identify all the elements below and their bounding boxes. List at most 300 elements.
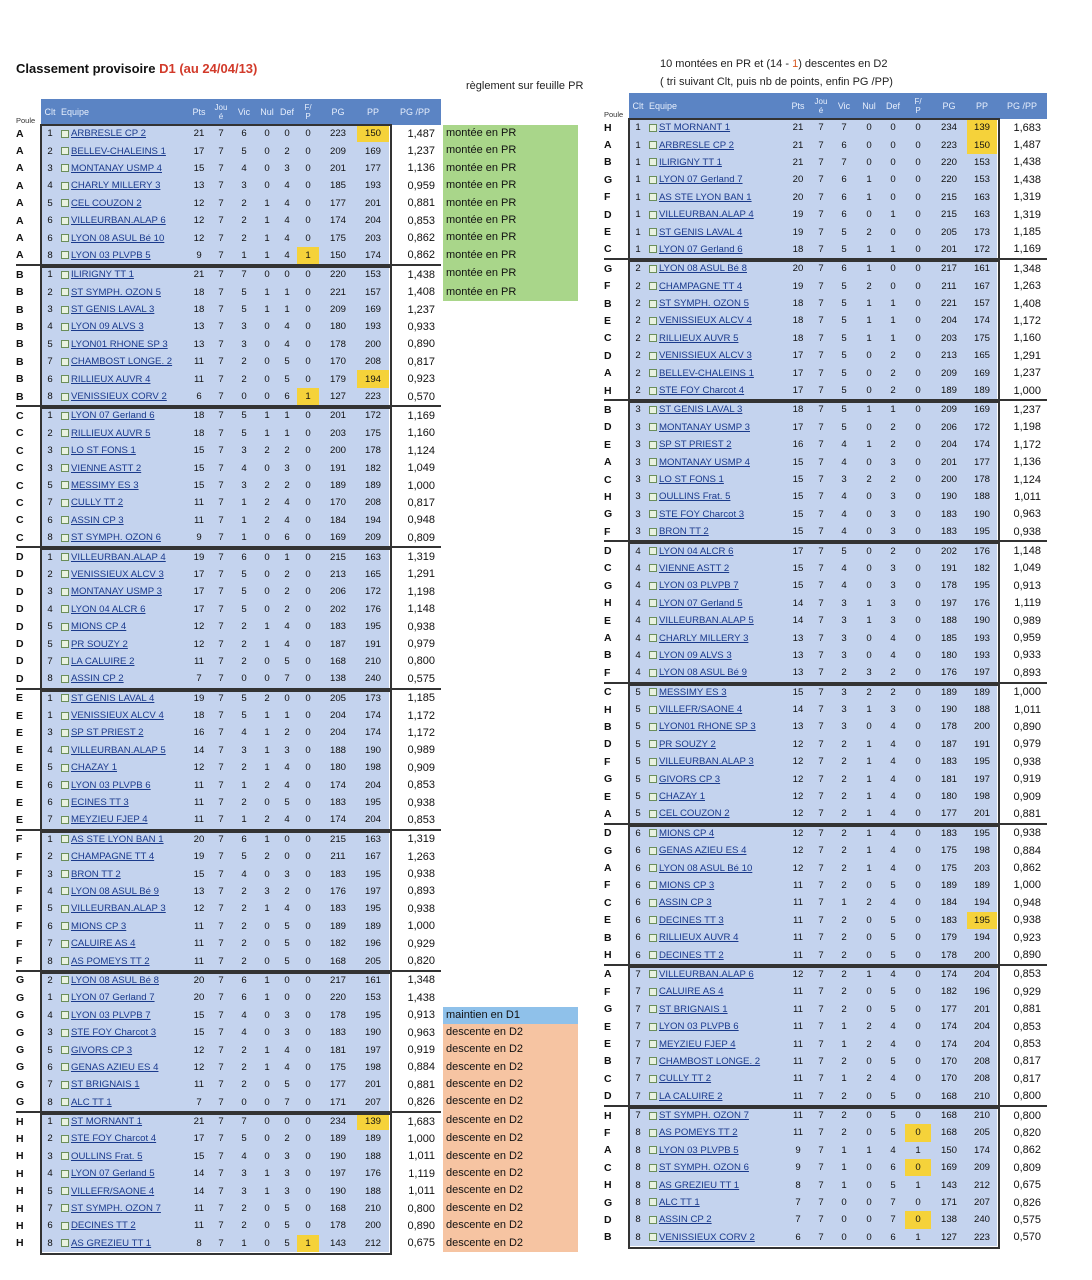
- team-link[interactable]: LYON 08 ASUL Bé 8: [71, 974, 159, 986]
- joue-cell: 7: [211, 477, 231, 494]
- team-link[interactable]: ILIRIGNY TT 1: [659, 156, 722, 168]
- ffp-cell: 0: [297, 1130, 319, 1147]
- team-link[interactable]: RILLIEUX AUVR 4: [659, 932, 739, 944]
- team-link[interactable]: GIVORS CP 3: [659, 773, 721, 785]
- team-cell: [647, 701, 785, 718]
- team-link[interactable]: MIONS CP 4: [659, 827, 715, 839]
- pts-cell: 11: [785, 912, 811, 929]
- team-link-icon: [649, 423, 657, 431]
- team-link[interactable]: AS POMEYS TT 2: [659, 1127, 738, 1139]
- def-cell: 3: [277, 1024, 297, 1041]
- def-cell: 4: [277, 212, 297, 229]
- team-link[interactable]: LYON 09 ALVS 3: [71, 321, 144, 333]
- pp-cell: 200: [357, 336, 389, 353]
- team-link[interactable]: MONTANAY USMP 3: [659, 421, 750, 433]
- pts-cell: 20: [187, 971, 211, 989]
- pts-header: Pts: [785, 93, 811, 119]
- table-row: [604, 647, 1047, 664]
- pp-cell: 163: [967, 206, 997, 223]
- team-link[interactable]: OULLINS Frat. 5: [71, 1150, 143, 1162]
- nul-cell: 2: [257, 848, 277, 865]
- team-link[interactable]: LYON 07 Gerland 7: [659, 174, 743, 186]
- team-link[interactable]: MIONS CP 3: [659, 879, 715, 891]
- ratio-cell: 0,881: [389, 1076, 441, 1093]
- ffp-cell: 0: [297, 583, 319, 600]
- joue-cell: 7: [811, 223, 831, 240]
- team-link[interactable]: CULLY TT 2: [659, 1073, 712, 1085]
- joue-cell: 7: [811, 347, 831, 364]
- team-link[interactable]: GENAS AZIEU ES 4: [659, 845, 747, 857]
- def-cell: 3: [277, 1148, 297, 1165]
- status-label: montée en PR: [446, 231, 517, 244]
- team-link[interactable]: VILLEURBAN.ALAP 3: [659, 756, 754, 768]
- nul-cell: 0: [857, 154, 881, 171]
- def-cell: 4: [277, 247, 297, 265]
- team-link[interactable]: CULLY TT 2: [71, 497, 124, 509]
- team-link-icon: [61, 499, 69, 507]
- team-link[interactable]: CHAZAY 1: [659, 791, 706, 803]
- ffp-cell: 0: [297, 547, 319, 565]
- pts-cell: 7: [785, 1194, 811, 1211]
- team-link[interactable]: MONTANAY USMP 4: [71, 162, 162, 174]
- joue-cell: 7: [811, 400, 831, 418]
- team-link-icon: [61, 288, 69, 296]
- team-link[interactable]: STE FOY Charcot 4: [71, 1133, 157, 1145]
- vic-cell: 3: [831, 647, 857, 664]
- pg-cell: 211: [319, 848, 357, 865]
- ffp-cell: 0: [905, 488, 931, 505]
- team-link[interactable]: VILLEURBAN.ALAP 6: [71, 215, 166, 227]
- team-link[interactable]: LYON 03 PLVPB 7: [71, 1009, 151, 1021]
- team-cell: [647, 577, 785, 594]
- def-cell: 5: [277, 918, 297, 935]
- team-link[interactable]: LO ST FONS 1: [71, 445, 136, 457]
- pts-cell: 11: [187, 952, 211, 970]
- pg-cell: 178: [931, 946, 967, 964]
- ffp-cell: 0: [905, 1035, 931, 1052]
- joue-cell: 7: [211, 918, 231, 935]
- joue-cell: 7: [811, 382, 831, 400]
- ratio-cell: 0,948: [997, 894, 1047, 911]
- team-link[interactable]: VILLEURBAN.ALAP 6: [659, 968, 754, 980]
- team-link[interactable]: LA CALUIRE 2: [659, 1090, 723, 1102]
- ffp-cell: 0: [297, 284, 319, 301]
- team-link[interactable]: AS GREZIEU TT 1: [71, 1237, 152, 1249]
- vic-cell: 5: [831, 364, 857, 381]
- team-link[interactable]: ASSIN CP 3: [659, 897, 712, 909]
- pp-cell: 194: [357, 512, 389, 529]
- team-link[interactable]: ST GENIS LAVAL 3: [71, 304, 155, 316]
- team-link[interactable]: MESSIMY ES 3: [71, 480, 139, 491]
- team-link[interactable]: LYON 07 Gerland 5: [659, 597, 743, 609]
- nul-cell: 0: [857, 136, 881, 153]
- team-link[interactable]: ST SYMPH. OZON 5: [659, 298, 749, 310]
- team-link[interactable]: AS STE LYON BAN 1: [659, 191, 752, 203]
- team-link[interactable]: CEL COUZON 2: [659, 808, 730, 820]
- team-link[interactable]: ARBRESLE CP 2: [659, 139, 735, 151]
- team-link[interactable]: ST SYMPH. OZON 6: [659, 1162, 749, 1174]
- team-link-icon: [61, 816, 69, 824]
- pts-cell: 12: [187, 212, 211, 229]
- pg-cell: 221: [319, 284, 357, 301]
- pg-cell: 221: [931, 295, 967, 312]
- team-link[interactable]: PR SOUZY 2: [659, 738, 716, 750]
- ffp-cell: 0: [297, 689, 319, 707]
- joue-cell: 7: [811, 259, 831, 277]
- team-link[interactable]: STE FOY Charcot 3: [659, 508, 745, 520]
- ffp-cell: 0: [297, 742, 319, 759]
- poule-cell: C: [604, 1159, 629, 1176]
- ffp-cell: 0: [905, 1087, 931, 1105]
- vic-cell: 5: [231, 601, 257, 618]
- team-link[interactable]: LYON 03 PLVPB 6: [659, 1021, 739, 1033]
- nul-cell: 2: [257, 776, 277, 793]
- team-link[interactable]: LYON 03 PLVPB 6: [71, 779, 151, 791]
- team-link-icon: [649, 1040, 657, 1048]
- ffp-cell: 0: [905, 1053, 931, 1070]
- team-link[interactable]: VENISSIEUX ALCV 4: [71, 710, 164, 722]
- pg-cell: 170: [319, 494, 357, 511]
- team-link-icon: [61, 412, 69, 420]
- def-cell: 1: [277, 547, 297, 565]
- team-link[interactable]: VILLEFR/SAONE 4: [659, 704, 743, 716]
- team-link[interactable]: CALUIRE AS 4: [71, 938, 136, 950]
- team-link[interactable]: GIVORS CP 3: [71, 1044, 133, 1056]
- team-link[interactable]: ALC TT 1: [659, 1197, 700, 1209]
- team-link[interactable]: LYON01 RHONE SP 3: [71, 338, 168, 350]
- table-row: [604, 842, 1047, 859]
- poule-cell: B: [16, 301, 41, 318]
- def-cell: 4: [277, 759, 297, 776]
- clt-cell: 2: [41, 425, 59, 442]
- pg-cell: 183: [319, 618, 357, 635]
- team-cell: [59, 142, 187, 159]
- team-link[interactable]: CHARLY MILLERY 3: [659, 632, 749, 644]
- pp-cell: 177: [967, 453, 997, 470]
- team-link[interactable]: ST SYMPH. OZON 7: [71, 1203, 161, 1215]
- team-link[interactable]: CHAMPAGNE TT 4: [71, 851, 155, 863]
- team-link[interactable]: LYON 04 ALCR 6: [71, 603, 146, 615]
- clt-cell: 3: [41, 459, 59, 476]
- team-link[interactable]: VILLEURBAN.ALAP 5: [71, 744, 166, 756]
- team-cell: [59, 442, 187, 459]
- team-link[interactable]: ST SYMPH. OZON 5: [71, 286, 161, 298]
- team-link[interactable]: LA CALUIRE 2: [71, 655, 135, 667]
- pp-cell: 195: [357, 794, 389, 811]
- team-link[interactable]: ALC TT 1: [71, 1096, 112, 1108]
- ratio-cell: 0,979: [389, 635, 441, 652]
- vic-cell: 3: [231, 442, 257, 459]
- team-link-icon: [649, 528, 657, 536]
- team-link[interactable]: AS POMEYS TT 2: [71, 955, 150, 967]
- team-link[interactable]: ST BRIGNAIS 1: [71, 1079, 140, 1091]
- pts-cell: 13: [785, 647, 811, 664]
- team-link[interactable]: ECINES TT 3: [71, 797, 129, 809]
- team-link[interactable]: VILLEURBAN.ALAP 5: [659, 615, 754, 627]
- team-link-icon: [649, 1129, 657, 1137]
- team-link[interactable]: ASSIN CP 3: [71, 514, 124, 526]
- team-link[interactable]: DECINES TT 3: [659, 914, 724, 926]
- def-cell: 4: [277, 318, 297, 335]
- ffp-cell: 1: [297, 247, 319, 265]
- def-cell: 0: [277, 265, 297, 283]
- pp-cell: 189: [357, 918, 389, 935]
- nul-cell: 1: [857, 753, 881, 770]
- joue-cell: 7: [811, 1018, 831, 1035]
- pp-cell: 205: [357, 952, 389, 970]
- team-link[interactable]: LYON 08 ASUL Bé 9: [659, 667, 747, 679]
- team-link[interactable]: DECINES TT 2: [659, 949, 724, 961]
- team-link[interactable]: LYON 08 ASUL Bé 9: [71, 885, 159, 897]
- pp-cell: 188: [357, 1148, 389, 1165]
- team-link[interactable]: ST GENIS LAVAL 3: [659, 404, 743, 416]
- nul-cell: 0: [257, 952, 277, 970]
- team-link[interactable]: LYON 08 ASUL Bé 10: [659, 862, 753, 874]
- clt-cell: 4: [41, 1007, 59, 1024]
- team-link[interactable]: GENAS AZIEU ES 4: [71, 1061, 159, 1073]
- joue-cell: 7: [811, 805, 831, 823]
- team-link[interactable]: VENISSIEUX CORV 2: [659, 1231, 755, 1243]
- team-link[interactable]: PR SOUZY 2: [71, 638, 128, 650]
- team-link[interactable]: LYON 07 Gerland 5: [71, 1168, 155, 1180]
- team-link[interactable]: CHAMPAGNE TT 4: [659, 280, 743, 292]
- vic-cell: 5: [831, 223, 857, 240]
- team-link[interactable]: RILLIEUX AUVR 4: [71, 373, 151, 385]
- def-cell: 1: [277, 707, 297, 724]
- team-link[interactable]: ST MORNANT 1: [659, 122, 731, 134]
- team-link[interactable]: VENISSIEUX ALCV 3: [71, 568, 164, 580]
- team-link[interactable]: ST BRIGNAIS 1: [659, 1003, 728, 1015]
- pp-cell: 208: [967, 1053, 997, 1070]
- nul-cell: 1: [257, 707, 277, 724]
- team-link[interactable]: LYON 03 PLVPB 5: [71, 249, 151, 261]
- pp-cell: 172: [967, 241, 997, 259]
- team-link[interactable]: DECINES TT 2: [71, 1220, 136, 1232]
- team-link-icon: [61, 464, 69, 472]
- clt-cell: 3: [41, 301, 59, 318]
- pg-cell: 189: [319, 1130, 357, 1147]
- team-link[interactable]: LYON 03 PLVPB 5: [659, 1144, 739, 1156]
- team-link[interactable]: ST MORNANT 1: [71, 1116, 143, 1128]
- pg-cell: 223: [319, 125, 357, 142]
- vic-cell: 1: [231, 776, 257, 793]
- team-link[interactable]: STE FOY Charcot 3: [71, 1027, 157, 1039]
- team-link[interactable]: BELLEV-CHALEINS 1: [659, 367, 754, 379]
- team-link[interactable]: ILIRIGNY TT 1: [71, 269, 134, 281]
- team-link[interactable]: SP ST PRIEST 2: [659, 439, 732, 451]
- pts-cell: 14: [187, 1165, 211, 1182]
- team-link[interactable]: VILLEFR/SAONE 4: [71, 1185, 155, 1197]
- team-link[interactable]: VENISSIEUX ALCV 3: [659, 350, 752, 362]
- team-link-icon: [61, 570, 69, 578]
- team-link[interactable]: MONTANAY USMP 3: [71, 586, 162, 598]
- joue-cell: 7: [811, 471, 831, 488]
- tri-note: ( tri suivant Clt, puis nb de points, enfin PG /PP): [660, 76, 893, 88]
- clt-cell: 1: [41, 265, 59, 283]
- team-link[interactable]: CHAZAY 1: [71, 762, 118, 774]
- joue-cell: 7: [811, 718, 831, 735]
- team-link[interactable]: CEL COUZON 2: [71, 197, 142, 209]
- ratio-cell: 1,119: [997, 595, 1047, 612]
- team-link[interactable]: SP ST PRIEST 2: [71, 727, 144, 739]
- clt-cell: 5: [41, 336, 59, 353]
- team-link[interactable]: AS STE LYON BAN 1: [71, 833, 164, 845]
- pg-cell: 174: [931, 1035, 967, 1052]
- team-link[interactable]: LYON 07 Gerland 7: [71, 992, 155, 1004]
- ratio-cell: 1,348: [997, 259, 1047, 277]
- pg-cell: 188: [319, 742, 357, 759]
- ratio-cell: 0,938: [997, 912, 1047, 929]
- team-link[interactable]: MEYZIEU FJEP 4: [659, 1038, 736, 1050]
- team-link-icon: [61, 1063, 69, 1071]
- vic-cell: 2: [831, 859, 857, 876]
- team-link-icon: [649, 634, 657, 642]
- team-link[interactable]: LYON 09 ALVS 3: [659, 649, 732, 661]
- nul-cell: 0: [857, 1194, 881, 1211]
- pts-cell: 11: [785, 1124, 811, 1141]
- nul-cell: 0: [257, 794, 277, 811]
- team-link[interactable]: CHAMBOST LONGE. 2: [71, 356, 173, 368]
- vic-cell: 4: [831, 436, 857, 453]
- team-link[interactable]: LO ST FONS 1: [659, 474, 724, 485]
- team-cell: [59, 583, 187, 600]
- team-link[interactable]: LYON 04 ALCR 6: [659, 545, 734, 557]
- table-row: [16, 1112, 441, 1130]
- team-link[interactable]: MONTANAY USMP 4: [659, 456, 750, 468]
- poule-cell: E: [604, 1018, 629, 1035]
- team-link[interactable]: ASSIN CP 2: [71, 673, 124, 685]
- ffp-cell: 0: [905, 541, 931, 559]
- vic-cell: 1: [831, 1176, 857, 1193]
- team-link[interactable]: MIONS CP 3: [71, 920, 127, 932]
- table-row: [16, 547, 441, 565]
- joue-cell: 7: [811, 119, 831, 136]
- pp-cell: 163: [357, 830, 389, 848]
- ffp-cell: 0: [905, 347, 931, 364]
- team-link-icon: [649, 1198, 657, 1206]
- joue-cell: 7: [211, 883, 231, 900]
- def-cell: 5: [277, 935, 297, 952]
- clt-cell: 7: [629, 1001, 647, 1018]
- team-link-icon: [61, 251, 69, 259]
- team-link[interactable]: RILLIEUX AUVR 5: [659, 332, 739, 344]
- table-row: [604, 471, 1047, 488]
- team-link[interactable]: RILLIEUX AUVR 5: [71, 427, 151, 439]
- def-cell: 4: [881, 1035, 905, 1052]
- team-link[interactable]: MIONS CP 4: [71, 621, 127, 633]
- vic-cell: 7: [231, 1112, 257, 1130]
- team-cell: [59, 512, 187, 529]
- nul-cell: 1: [857, 330, 881, 347]
- team-link[interactable]: LYON 07 Gerland 6: [71, 410, 155, 422]
- team-link[interactable]: MESSIMY ES 3: [659, 686, 727, 698]
- pg-cell: 181: [319, 1041, 357, 1058]
- table-row: [604, 259, 1047, 277]
- pp-cell: 200: [357, 1217, 389, 1234]
- joue-cell: 7: [211, 653, 231, 670]
- team-cell: [647, 419, 785, 436]
- ffp-cell: 0: [905, 453, 931, 470]
- nul-cell: 0: [857, 1211, 881, 1228]
- team-link[interactable]: VILLEURBAN.ALAP 4: [659, 209, 754, 221]
- team-link-icon: [649, 669, 657, 677]
- def-cell: 4: [277, 900, 297, 917]
- ratio-cell: 1,172: [997, 436, 1047, 453]
- team-link[interactable]: CHARLY MILLERY 3: [71, 180, 161, 192]
- team-link[interactable]: LYON 08 ASUL Bé 8: [659, 263, 747, 275]
- def-cell: 4: [881, 1070, 905, 1087]
- team-link[interactable]: VENISSIEUX CORV 2: [71, 391, 167, 403]
- pts-cell: 15: [187, 1024, 211, 1041]
- team-link[interactable]: BRON TT 2: [71, 868, 121, 880]
- ffp-cell: 0: [297, 865, 319, 882]
- team-link[interactable]: ST SYMPH. OZON 6: [71, 532, 161, 544]
- team-link[interactable]: AS GREZIEU TT 1: [659, 1179, 740, 1191]
- team-link[interactable]: MEYZIEU FJEP 4: [71, 814, 148, 826]
- team-link[interactable]: LYON 07 Gerland 6: [659, 243, 743, 255]
- team-link[interactable]: VILLEURBAN.ALAP 4: [71, 551, 166, 563]
- def-cell: 0: [881, 171, 905, 188]
- vic-cell: 1: [831, 1070, 857, 1087]
- team-link-icon: [649, 141, 657, 149]
- poule-cell: E: [16, 707, 41, 724]
- team-link[interactable]: VENISSIEUX ALCV 4: [659, 315, 752, 327]
- team-link[interactable]: LYON 08 ASUL Bé 10: [71, 232, 165, 244]
- def-cell: 4: [881, 753, 905, 770]
- ffp-cell: 0: [905, 647, 931, 664]
- team-link[interactable]: ST GENIS LAVAL 4: [659, 226, 743, 238]
- team-link-icon: [649, 387, 657, 395]
- joue-cell: 7: [811, 683, 831, 701]
- def-cell: 2: [277, 442, 297, 459]
- team-link[interactable]: BELLEV-CHALEINS 1: [71, 145, 166, 157]
- vic-cell: 6: [831, 259, 857, 277]
- team-link[interactable]: ST GENIS LAVAL 4: [71, 692, 155, 704]
- clt-header: Clt: [41, 99, 59, 125]
- team-link[interactable]: ST SYMPH. OZON 7: [659, 1110, 749, 1122]
- team-link[interactable]: ASSIN CP 2: [659, 1214, 712, 1226]
- pp-cell: 212: [967, 1176, 997, 1193]
- pg-header: PG: [319, 99, 357, 125]
- team-link[interactable]: VIENNE ASTT 2: [71, 462, 142, 474]
- pp-cell: 210: [357, 653, 389, 670]
- ffp-cell: 0: [905, 664, 931, 682]
- team-cell: [59, 724, 187, 741]
- team-cell: [59, 618, 187, 635]
- poule-cell: E: [604, 912, 629, 929]
- team-cell: [647, 595, 785, 612]
- team-link[interactable]: CHAMBOST LONGE. 2: [659, 1055, 761, 1067]
- pts-cell: 20: [785, 189, 811, 206]
- team-cell: [647, 877, 785, 894]
- team-link-icon: [61, 358, 69, 366]
- pts-cell: 11: [187, 1076, 211, 1093]
- team-link[interactable]: VILLEURBAN.ALAP 3: [71, 903, 166, 915]
- nul-cell: 1: [257, 195, 277, 212]
- ffp-cell: 0: [905, 683, 931, 701]
- team-link[interactable]: ARBRESLE CP 2: [71, 128, 147, 140]
- clt-cell: 6: [629, 894, 647, 911]
- team-link[interactable]: STE FOY Charcot 4: [659, 385, 745, 397]
- team-link[interactable]: BRON TT 2: [659, 526, 709, 538]
- team-link[interactable]: OULLINS Frat. 5: [659, 491, 731, 503]
- team-link[interactable]: LYON 03 PLVPB 7: [659, 580, 739, 592]
- nul-cell: 0: [857, 1001, 881, 1018]
- team-link-icon: [61, 905, 69, 913]
- team-link[interactable]: VIENNE ASTT 2: [659, 562, 730, 574]
- team-link[interactable]: LYON01 RHONE SP 3: [659, 721, 756, 733]
- team-link[interactable]: CALUIRE AS 4: [659, 986, 724, 998]
